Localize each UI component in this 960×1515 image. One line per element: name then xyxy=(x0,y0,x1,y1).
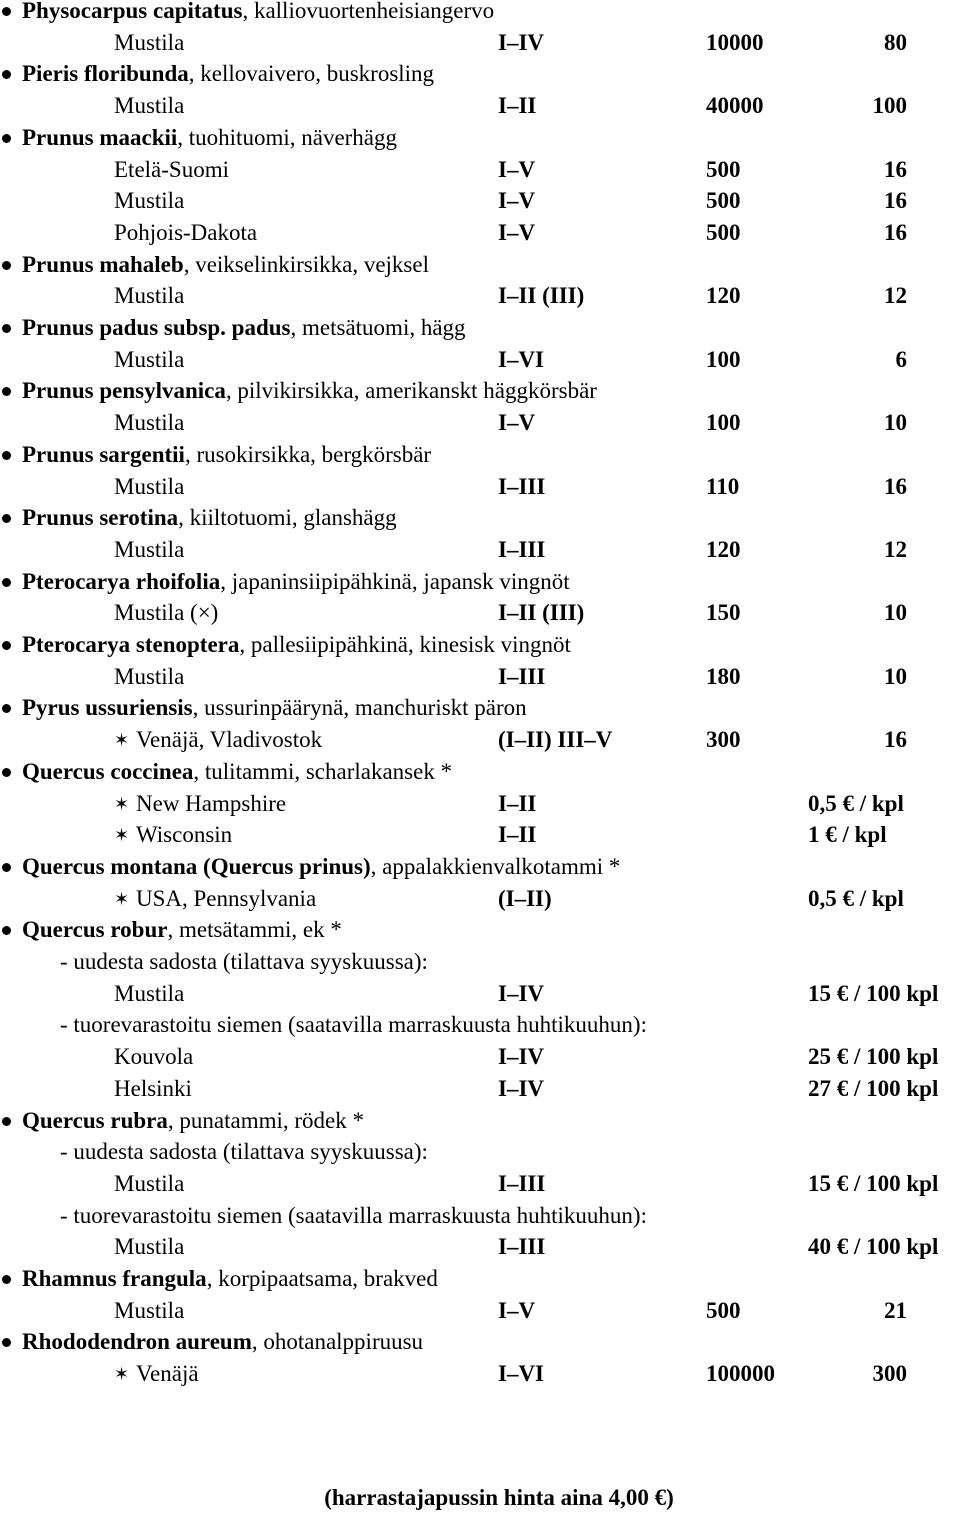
price: 12 xyxy=(884,283,907,309)
catalog-line-row xyxy=(0,1073,960,1104)
bullet-icon xyxy=(2,926,11,935)
price: 80 xyxy=(884,29,907,55)
price: 16 xyxy=(884,188,907,214)
scientific-name: Quercus rubra xyxy=(22,1107,168,1133)
origin-name: Mustila xyxy=(114,1170,185,1196)
origin-cell xyxy=(114,534,184,565)
origin-name: Mustila xyxy=(114,188,185,214)
seed-count: 300 xyxy=(706,727,741,753)
hardiness-zone: I–IV xyxy=(498,1044,545,1070)
common-names: , tuohituomi, näverhägg xyxy=(177,124,398,150)
catalog-line-row xyxy=(0,1168,960,1199)
origin-name: Mustila xyxy=(114,1297,185,1323)
origin-name: Venäjä, Vladivostok xyxy=(136,727,323,753)
catalog-line-row xyxy=(0,90,960,121)
species-heading xyxy=(22,502,397,533)
seed-count: 500 xyxy=(706,219,741,245)
catalog-line-species xyxy=(0,756,960,787)
catalog-line-row xyxy=(0,1231,960,1262)
bullet-icon xyxy=(2,514,11,523)
origin-cell xyxy=(114,1041,193,1072)
hardiness-zone: (I–II) III–V xyxy=(498,727,613,753)
common-names: , metsätuomi, hägg xyxy=(290,315,466,340)
origin-cell xyxy=(114,154,229,185)
catalog-line-species xyxy=(0,1263,960,1294)
catalog-line-row xyxy=(0,883,960,914)
species-heading xyxy=(22,1105,364,1136)
collection-note: - uudesta sadosta (tilattava syyskuussa): xyxy=(60,1139,428,1165)
origin-cell xyxy=(114,1168,184,1199)
hardiness-zone: I–V xyxy=(498,219,536,245)
hardiness-zone: I–III xyxy=(498,473,546,499)
species-heading xyxy=(22,914,342,945)
price: 12 xyxy=(884,536,907,562)
price: 6 xyxy=(895,346,907,372)
origin-name: New Hampshire xyxy=(136,790,287,816)
seed-count: 40000 xyxy=(706,93,764,119)
catalog-line-row xyxy=(0,819,960,850)
catalog-line-species xyxy=(0,0,960,26)
catalog-line-row xyxy=(0,661,960,692)
species-heading xyxy=(22,851,620,882)
common-names: , kiiltotuomi, glanshägg xyxy=(178,505,397,531)
seed-count: 100 xyxy=(706,346,741,372)
scientific-name: Rhododendron aureum xyxy=(22,1329,252,1355)
species-heading xyxy=(22,0,494,26)
catalog-line-note xyxy=(0,1136,960,1167)
price: 10 xyxy=(884,663,907,689)
six-point-star-icon: ✶ xyxy=(114,825,130,846)
seed-count: 10000 xyxy=(706,29,764,55)
price: 16 xyxy=(884,727,907,753)
price: 100 xyxy=(872,93,907,119)
hardiness-zone: I–III xyxy=(498,663,546,689)
catalog-line-row xyxy=(0,1041,960,1072)
price: 16 xyxy=(884,156,907,182)
bullet-icon xyxy=(2,1338,11,1347)
hardiness-zone: I–III xyxy=(498,536,546,562)
origin-cell xyxy=(114,724,322,756)
catalog-line-row xyxy=(0,185,960,216)
origin-name: Mustila (×) xyxy=(114,600,219,626)
scientific-name: Quercus robur xyxy=(22,917,168,943)
bullet-icon xyxy=(2,863,11,872)
origin-name: Mustila xyxy=(114,346,185,372)
catalog-line-row xyxy=(0,154,960,185)
scientific-name: Pterocarya rhoifolia xyxy=(22,568,221,594)
bullet-icon xyxy=(2,387,11,396)
scientific-name: Pieris floribunda xyxy=(22,61,189,87)
seed-count: 180 xyxy=(706,663,741,689)
hardiness-zone: I–II xyxy=(498,822,537,848)
hardiness-zone: I–VI xyxy=(498,346,545,372)
common-names: , kalliovuortenheisiangervo xyxy=(242,0,495,23)
origin-cell xyxy=(114,344,184,375)
hardiness-zone: I–II (III) xyxy=(498,600,585,626)
origin-cell xyxy=(114,819,232,851)
catalog-line-row xyxy=(0,471,960,502)
species-heading xyxy=(22,375,597,406)
hardiness-zone: I–III xyxy=(498,1234,546,1260)
hardiness-zone: I–V xyxy=(498,1297,536,1323)
catalog-line-species xyxy=(0,851,960,882)
bullet-icon xyxy=(2,1275,11,1284)
seed-count: 500 xyxy=(706,156,741,182)
catalog-line-note xyxy=(0,1200,960,1231)
hardiness-zone: I–IV xyxy=(498,1075,545,1101)
unit-price: 1 € / kpl xyxy=(808,822,887,848)
origin-name: USA, Pennsylvania xyxy=(136,885,317,911)
catalog-line-species xyxy=(0,312,960,343)
species-heading xyxy=(22,566,570,597)
catalog-line-row xyxy=(0,978,960,1009)
catalog-line-species xyxy=(0,502,960,533)
species-heading xyxy=(22,122,397,153)
hardiness-zone: I–III xyxy=(498,1170,546,1196)
bullet-icon xyxy=(2,7,11,16)
common-names: , pilvikirsikka, amerikanskt häggkörsbär xyxy=(225,378,597,404)
unit-price: 40 € / 100 kpl xyxy=(808,1234,939,1260)
scientific-name: Prunus padus subsp. padus xyxy=(22,315,291,340)
hardiness-zone: I–VI xyxy=(498,1361,545,1387)
catalog-line-row xyxy=(0,788,960,819)
origin-cell xyxy=(114,661,184,692)
price: 21 xyxy=(884,1297,907,1323)
origin-cell xyxy=(114,1231,184,1262)
origin-name: Wisconsin xyxy=(136,822,233,848)
unit-price: 27 € / 100 kpl xyxy=(808,1075,939,1101)
catalog-line-row xyxy=(0,344,960,375)
catalog-line-species xyxy=(0,375,960,406)
hardiness-zone: I–V xyxy=(498,410,536,436)
catalog-line-species xyxy=(0,1326,960,1357)
seed-count: 120 xyxy=(706,536,741,562)
catalog-line-species xyxy=(0,122,960,153)
common-names: , japaninsiipipähkinä, japansk vingnöt xyxy=(220,568,570,594)
species-heading xyxy=(22,312,466,343)
origin-name: Mustila xyxy=(114,536,185,562)
catalog-line-species xyxy=(0,566,960,597)
catalog-line-species xyxy=(0,1105,960,1136)
common-names: , ohotanalppiruusu xyxy=(251,1329,424,1355)
origin-cell xyxy=(114,90,184,121)
catalog-line-row xyxy=(0,597,960,628)
common-names: , ussurinpäärynä, manchuriskt päron xyxy=(192,695,527,721)
common-names: , appalakkienvalkotammi * xyxy=(370,853,621,879)
common-names: , pallesiipipähkinä, kinesisk vingnöt xyxy=(239,632,571,657)
scientific-name: Prunus maackii xyxy=(22,124,178,150)
common-names: , korpipaatsama, brakved xyxy=(206,1266,438,1291)
collection-note: - tuorevarastoitu siemen (saatavilla marraskuusta huhtikuuhun): xyxy=(60,1202,647,1228)
seed-count: 110 xyxy=(706,473,740,499)
catalog-line-species xyxy=(0,58,960,89)
catalog-line-row xyxy=(0,217,960,248)
origin-name: Mustila xyxy=(114,473,185,499)
origin-name: Mustila xyxy=(114,283,185,309)
bullet-icon xyxy=(2,70,11,79)
hardiness-zone: I–V xyxy=(498,188,536,214)
hardiness-zone: I–IV xyxy=(498,980,545,1006)
species-heading xyxy=(22,692,527,723)
origin-cell xyxy=(114,978,184,1009)
seed-count: 120 xyxy=(706,283,741,309)
origin-cell xyxy=(114,1358,199,1390)
origin-cell xyxy=(114,597,218,628)
six-point-star-icon: ✶ xyxy=(114,730,130,751)
bullet-icon xyxy=(2,134,11,143)
bullet-icon xyxy=(2,704,11,713)
origin-cell xyxy=(114,1073,192,1104)
origin-cell xyxy=(114,788,286,820)
six-point-star-icon: ✶ xyxy=(114,1364,130,1385)
bullet-icon xyxy=(2,641,11,650)
seed-count: 500 xyxy=(706,1297,741,1323)
species-heading xyxy=(22,439,431,470)
bullet-icon xyxy=(2,768,11,777)
origin-name: Mustila xyxy=(114,29,185,55)
catalog-line-species xyxy=(0,249,960,280)
origin-name: Helsinki xyxy=(114,1075,192,1101)
unit-price: 0,5 € / kpl xyxy=(808,790,904,816)
seed-count: 100000 xyxy=(706,1361,775,1387)
origin-name: Mustila xyxy=(114,663,185,689)
origin-cell xyxy=(114,185,184,216)
catalog-line-row xyxy=(0,724,960,755)
collection-note: - tuorevarastoitu siemen (saatavilla marraskuusta huhtikuuhun): xyxy=(60,1012,647,1038)
scientific-name: Quercus montana (Quercus prinus) xyxy=(22,853,371,879)
seed-count: 500 xyxy=(706,188,741,214)
footer-text: (harrastajapussin hinta aina 4,00 €) xyxy=(324,1485,674,1510)
species-heading xyxy=(22,249,429,280)
origin-name: Kouvola xyxy=(114,1044,194,1070)
species-heading xyxy=(22,1263,438,1294)
scientific-name: Prunus sargentii xyxy=(22,441,185,467)
origin-cell xyxy=(114,471,184,502)
common-names: , rusokirsikka, bergkörsbär xyxy=(184,441,432,467)
hardiness-zone: I–IV xyxy=(498,29,545,55)
price: 16 xyxy=(884,473,907,499)
species-heading xyxy=(22,1326,423,1357)
catalog-line-note xyxy=(0,1009,960,1040)
scientific-name: Pterocarya stenoptera xyxy=(22,632,240,657)
seed-count: 150 xyxy=(706,600,741,626)
origin-cell xyxy=(114,407,184,438)
species-heading xyxy=(22,629,571,660)
price: 10 xyxy=(884,410,907,436)
hardiness-zone: I–II xyxy=(498,790,537,816)
bullet-icon xyxy=(2,1117,11,1126)
seed-count: 100 xyxy=(706,410,741,436)
catalog-line-row xyxy=(0,1295,960,1326)
scientific-name: Prunus serotina xyxy=(22,505,179,531)
origin-name: Mustila xyxy=(114,93,185,119)
footer-note xyxy=(0,1482,960,1513)
bullet-icon xyxy=(2,261,11,270)
common-names: , metsätammi, ek * xyxy=(167,917,342,943)
origin-cell xyxy=(114,27,184,58)
scientific-name: Pyrus ussuriensis xyxy=(22,695,193,721)
unit-price: 15 € / 100 kpl xyxy=(808,1170,939,1196)
origin-name: Venäjä xyxy=(136,1361,199,1387)
origin-name: Etelä-Suomi xyxy=(114,156,229,182)
unit-price: 0,5 € / kpl xyxy=(808,885,904,911)
unit-price: 25 € / 100 kpl xyxy=(808,1044,939,1070)
catalog-line-species xyxy=(0,439,960,470)
collection-note: - uudesta sadosta (tilattava syyskuussa): xyxy=(60,949,428,974)
price: 16 xyxy=(884,219,907,245)
scientific-name: Quercus coccinea xyxy=(22,758,194,784)
scientific-name: Prunus pensylvanica xyxy=(22,378,226,404)
catalog-line-species xyxy=(0,692,960,723)
scientific-name: Prunus mahaleb xyxy=(22,251,184,277)
unit-price: 15 € / 100 kpl xyxy=(808,980,939,1006)
bullet-icon xyxy=(2,324,11,333)
six-point-star-icon: ✶ xyxy=(114,888,130,909)
six-point-star-icon: ✶ xyxy=(114,793,130,814)
catalog-line-row xyxy=(0,280,960,311)
hardiness-zone: I–II (III) xyxy=(498,283,585,309)
origin-name: Pohjois-Dakota xyxy=(114,219,258,245)
price: 10 xyxy=(884,600,907,626)
hardiness-zone: (I–II) xyxy=(498,885,552,911)
origin-name: Mustila xyxy=(114,980,185,1006)
catalog-line-row xyxy=(0,27,960,58)
common-names: , punatammi, rödek * xyxy=(167,1107,364,1133)
origin-cell xyxy=(114,217,257,248)
catalog-line-row xyxy=(0,407,960,438)
catalog-line-species xyxy=(0,629,960,660)
scientific-name: Physocarpus capitatus xyxy=(22,0,243,23)
origin-name: Mustila xyxy=(114,1234,185,1260)
bullet-icon xyxy=(2,578,11,587)
species-heading xyxy=(22,58,434,89)
catalog-line-row xyxy=(0,1358,960,1389)
origin-cell xyxy=(114,1295,184,1326)
origin-name: Mustila xyxy=(114,410,185,436)
common-names: , veikselinkirsikka, vejksel xyxy=(183,251,429,277)
catalog-line-species xyxy=(0,914,960,945)
hardiness-zone: I–II xyxy=(498,93,537,119)
common-names: , tulitammi, scharlakansek * xyxy=(193,758,453,784)
scientific-name: Rhamnus frangula xyxy=(22,1266,207,1291)
origin-cell xyxy=(114,280,184,311)
bullet-icon xyxy=(2,451,11,460)
common-names: , kellovaivero, buskrosling xyxy=(188,61,435,87)
price: 300 xyxy=(872,1361,907,1387)
species-heading xyxy=(22,756,452,787)
catalog-line-note xyxy=(0,946,960,977)
catalog-line-row xyxy=(0,534,960,565)
origin-cell xyxy=(114,883,316,915)
hardiness-zone: I–V xyxy=(498,156,536,182)
